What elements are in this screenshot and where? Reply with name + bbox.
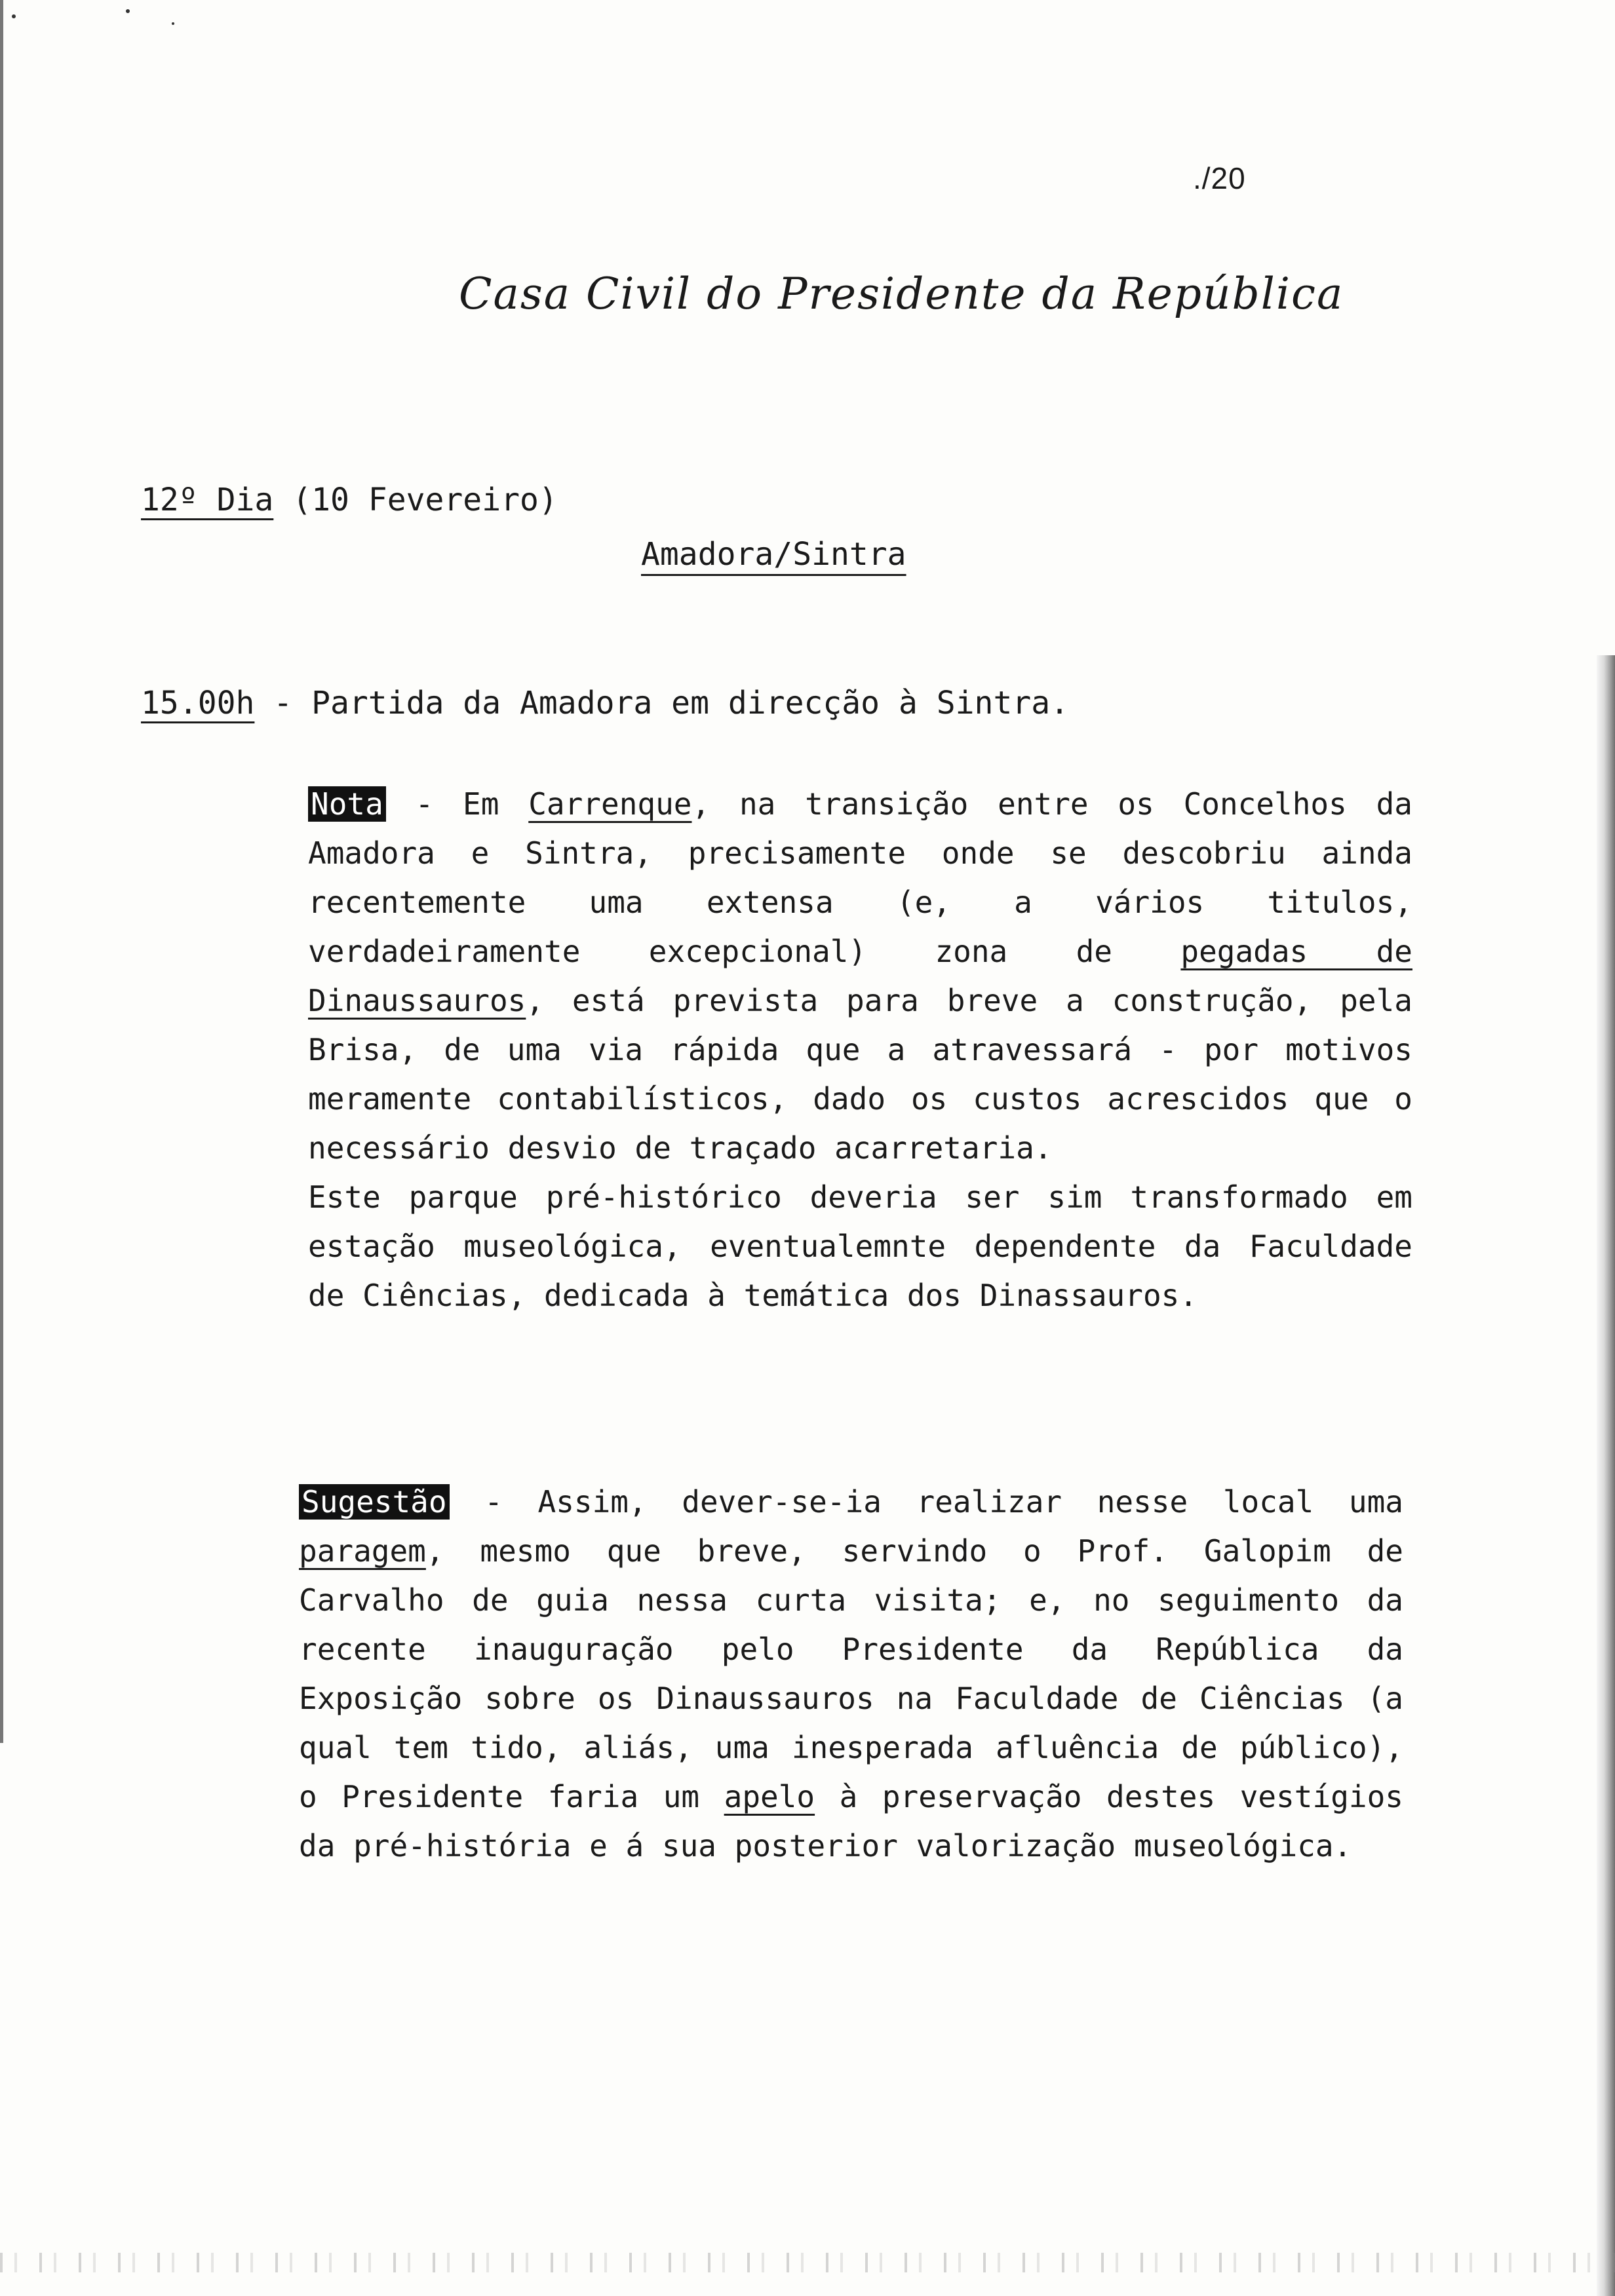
note-block: [308, 780, 1412, 1320]
place-heading: Amadora/Sintra: [641, 536, 906, 573]
note-paragraph: [308, 780, 1412, 1173]
suggestion-text: , mesmo que breve, servindo o Prof. Galopim de Carvalho de guia nessa curta visita; e, no seguimento da recente inauguração pelo Presidente da República da Exposição sobre os Dinaussauros na Faculdade de Ciências (a qual tem tido, aliás, uma inesperada afluência de público), o Presidente faria um: [299, 1533, 1403, 1814]
suggestion-paragraph: [299, 1478, 1403, 1871]
scan-speck: [12, 14, 16, 18]
note-tag: Nota: [308, 786, 386, 822]
page-number: ./20: [1193, 161, 1246, 195]
schedule-separator: -: [273, 685, 293, 721]
suggestion-text: à preservação destes vestígios da pré-história e á sua posterior valorização museológica.: [299, 1779, 1403, 1864]
suggestion-stop: paragem: [299, 1533, 426, 1569]
day-date: (10 Fevereiro): [292, 482, 558, 518]
schedule-time: 15.00h: [141, 685, 255, 721]
note-highlight: pegadas de Dinaussauros: [308, 934, 1413, 1018]
scan-right-edge: [1597, 655, 1615, 2296]
suggestion-text: - Assim, dever-se-ia realizar nesse local uma: [484, 1484, 1403, 1520]
letterhead: Casa Civil do Presidente da República: [459, 269, 1344, 319]
suggestion-tag: Sugestão: [299, 1484, 450, 1520]
scan-speck: [172, 22, 174, 25]
day-label: 12º Dia: [141, 482, 274, 518]
note-paragraph-2: Este parque pré-histórico deveria ser sim transformado em estação museológica, eventualemnte dependente da Faculdade de Ciências, dedicada à temática dos Dinassauros.: [308, 1179, 1412, 1313]
day-heading: [141, 482, 558, 518]
note-text: - Em: [415, 786, 499, 822]
schedule-entry: [141, 685, 1069, 721]
note-text: , na transição entre os Concelhos da Amadora e Sintra, precisamente onde se descobriu ainda recentemente uma extensa (e, a vários titulos, verdadeiramente excepcional) zona de: [308, 786, 1412, 969]
scan-speck: [126, 9, 130, 13]
schedule-text: Partida da Amadora em direcção à Sintra.: [311, 685, 1070, 721]
note-place: Carrenque: [528, 786, 692, 822]
scan-bottom-noise: [0, 2253, 1615, 2272]
suggestion-block: [299, 1478, 1403, 1871]
scan-left-edge: [0, 0, 3, 1743]
suggestion-appeal: apelo: [724, 1779, 815, 1814]
note-text: , está prevista para breve a construção, pela Brisa, de uma via rápida que a atravessará - por motivos meramente contabilísticos, dado os custos acrescidos que o necessário desvio de traçado acarretaria.: [308, 983, 1412, 1166]
